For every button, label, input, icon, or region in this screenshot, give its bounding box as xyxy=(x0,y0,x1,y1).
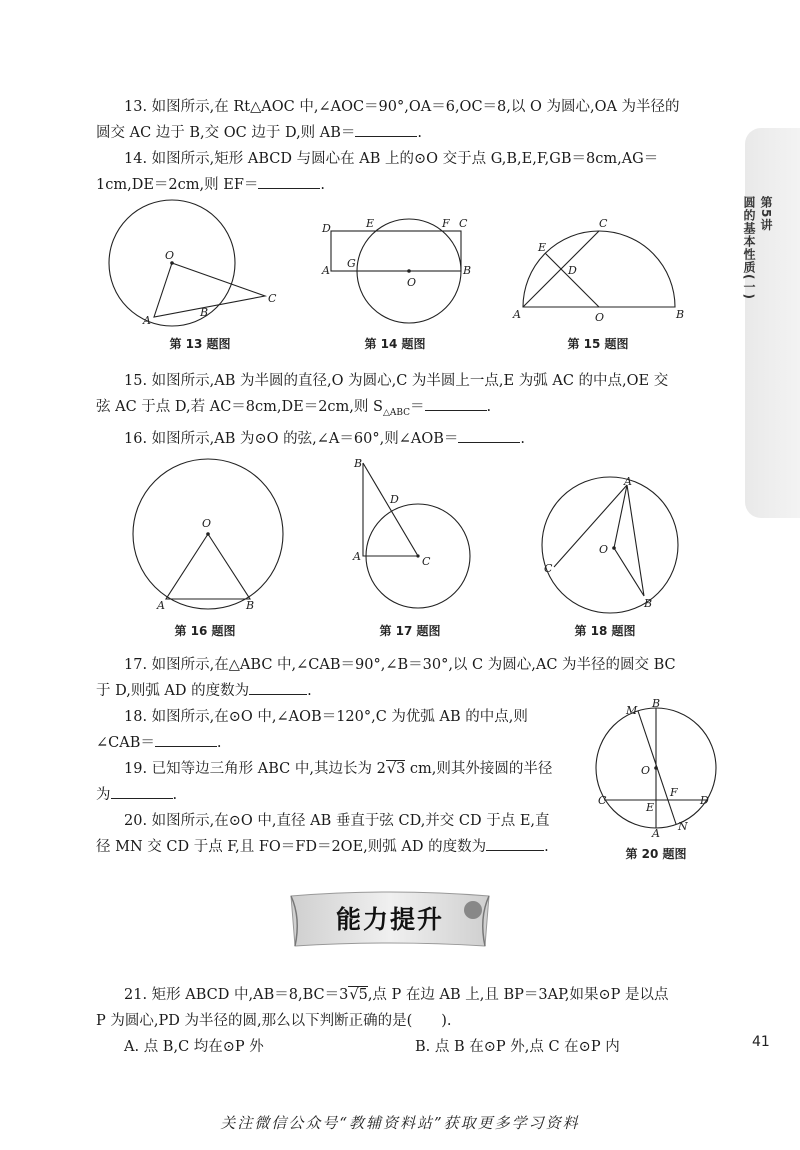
q18-line1: 18. 如图所示,在⊙O 中,∠AOB＝120°,C 为优弧 AB 的中点,则 xyxy=(124,709,528,725)
answer-blank[interactable] xyxy=(425,395,487,411)
q16-line1: 16. 如图所示,AB 为⊙O 的弦,∠A＝60°,则∠AOB＝ xyxy=(124,430,459,447)
option-a[interactable]: A. 点 B,C 均在⊙P 外 xyxy=(124,1039,264,1055)
figure-20-diagram xyxy=(598,697,718,840)
label-F: F xyxy=(442,217,450,230)
question-21 xyxy=(96,982,694,1034)
q19-line1a: 19. 已知等边三角形 ABC 中,其边长为 2 xyxy=(124,761,386,777)
caption-14: 第 14 题图 xyxy=(364,337,426,351)
q19-sqrt-value: 3 xyxy=(396,761,406,777)
q17-end: . xyxy=(307,683,312,699)
label-A: A xyxy=(513,308,521,321)
answer-blank[interactable] xyxy=(458,427,520,443)
caption-18: 第 18 题图 xyxy=(574,624,636,638)
figure-18-diagram xyxy=(540,475,680,615)
figure-14 xyxy=(318,212,478,306)
answer-blank[interactable] xyxy=(355,121,417,137)
topic-label: 圆的基本性质(一) xyxy=(742,196,756,300)
q19-line2: 为 xyxy=(96,787,111,803)
label-O: O xyxy=(202,517,212,530)
label-O: O xyxy=(641,764,651,777)
q16-end: . xyxy=(520,430,525,447)
q17-line1: 17. 如图所示,在△ABC 中,∠CAB＝90°,∠B＝30°,以 C 为圆心,AC 为半径的圆交 BC xyxy=(124,657,676,673)
q15-subscript: △ABC xyxy=(382,407,411,418)
label-B: B xyxy=(652,697,661,710)
figure-13 xyxy=(110,210,290,334)
label-G: G xyxy=(347,257,356,270)
caption-17: 第 17 题图 xyxy=(379,624,441,638)
answer-blank[interactable] xyxy=(155,731,217,747)
lecture-label: 第5讲 xyxy=(759,196,773,232)
label-B: B xyxy=(676,308,685,321)
caption-15: 第 15 题图 xyxy=(567,337,629,351)
figure-20 xyxy=(598,697,718,844)
q13-line2: 圆交 AC 边于 B,交 OC 边于 D,则 AB＝ xyxy=(96,125,356,141)
q15-line1: 15. 如图所示,AB 为半圆的直径,O 为圆心,C 为半圆上一点,E 为弧 AC 的中点,OE 交 xyxy=(124,373,669,389)
option-b[interactable]: B. 点 B 在⊙P 外,点 C 在⊙P 内 xyxy=(415,1039,620,1055)
q21-line1a: 21. 矩形 ABCD 中,AB＝8,BC＝3 xyxy=(124,987,349,1003)
question-17 xyxy=(96,652,694,704)
figure-13-diagram xyxy=(110,210,290,330)
label-O: O xyxy=(165,249,175,262)
q15-end: . xyxy=(486,399,492,415)
q19-line1b: cm,则其外接圆的半径 xyxy=(405,761,553,777)
q18-end: . xyxy=(216,735,222,751)
label-C: C xyxy=(599,217,608,230)
q15-equals: ＝ xyxy=(410,399,425,415)
label-E: E xyxy=(646,801,655,814)
caption-13: 第 13 题图 xyxy=(169,337,231,351)
q21-line2: P 为圆心,PD 为半径的圆,那么以下判断正确的是( ). xyxy=(96,1013,452,1029)
figure-18 xyxy=(540,475,680,619)
q20-line1: 20. 如图所示,在⊙O 中,直径 AB 垂直于弦 CD,并交 CD 于点 E,直 xyxy=(124,813,550,829)
label-B: B xyxy=(354,457,363,470)
label-C: C xyxy=(598,794,607,807)
label-N: N xyxy=(678,820,688,833)
question-18-20 xyxy=(96,704,592,860)
figure-17 xyxy=(348,455,478,619)
chapter-side-tab-text xyxy=(742,196,775,300)
q18-line2: ∠CAB＝ xyxy=(96,735,155,751)
q20-line2: 径 MN 交 CD 于点 F,且 FO＝FD＝2OE,则弧 AD 的度数为 xyxy=(96,839,487,855)
question-13 xyxy=(96,94,694,198)
label-C: C xyxy=(422,555,431,568)
q15-line2: 弦 AC 于点 D,若 AC＝8cm,DE＝2cm,则 S xyxy=(96,399,383,415)
figure-15-diagram xyxy=(508,215,688,325)
page-number: 41 xyxy=(752,1034,770,1050)
q20-end: . xyxy=(544,839,549,855)
label-B: B xyxy=(200,306,209,319)
label-A: A xyxy=(652,827,660,840)
q21-sqrt: √5 xyxy=(349,987,368,1003)
label-C: C xyxy=(544,562,553,575)
figure-14-diagram xyxy=(318,212,478,302)
answer-blank[interactable] xyxy=(249,679,307,695)
footer-note: 关注微信公众号“教辅资料站”获取更多学习资料 xyxy=(220,1114,580,1132)
q17-line2: 于 D,则弧 AD 的度数为 xyxy=(96,683,250,699)
q21-line1b: ,点 P 在边 AB 上,且 BP＝3AP,如果⊙P 是以点 xyxy=(367,987,669,1003)
label-A: A xyxy=(143,314,151,327)
label-O: O xyxy=(599,543,609,556)
q19-sqrt: √3 xyxy=(386,761,406,777)
caption-16: 第 16 题图 xyxy=(174,624,236,638)
label-B: B xyxy=(644,597,653,610)
label-M: M xyxy=(626,704,638,717)
label-A: A xyxy=(322,264,330,277)
q21-sqrt-value: 5 xyxy=(358,987,368,1003)
figure-17-diagram xyxy=(348,455,478,615)
question-15 xyxy=(96,368,694,452)
label-D: D xyxy=(390,493,399,506)
label-C: C xyxy=(459,217,468,230)
label-B: B xyxy=(463,264,472,277)
label-O: O xyxy=(595,311,605,324)
answer-blank[interactable] xyxy=(111,783,173,799)
figure-16-diagram xyxy=(130,458,290,618)
q13-end: . xyxy=(417,125,423,141)
label-D: D xyxy=(322,222,331,235)
chapter-side-tab xyxy=(745,128,800,518)
answer-blank[interactable] xyxy=(258,173,320,189)
section-title: 能力提升 xyxy=(335,905,444,934)
figure-16 xyxy=(130,458,290,622)
q14-line2: 1cm,DE＝2cm,则 EF＝ xyxy=(96,177,259,193)
label-B: B xyxy=(246,599,255,612)
label-A: A xyxy=(157,599,165,612)
label-D: D xyxy=(568,264,577,277)
caption-20: 第 20 题图 xyxy=(625,847,687,861)
q13-line1: 13. 如图所示,在 Rt△AOC 中,∠AOC＝90°,OA＝6,OC＝8,以 O 为圆心,OA 为半径的 xyxy=(124,99,680,115)
label-F: F xyxy=(670,786,678,799)
answer-blank[interactable] xyxy=(486,835,544,851)
label-D: D xyxy=(700,794,709,807)
q14-line1: 14. 如图所示,矩形 ABCD 与圆心在 AB 上的⊙O 交于点 G,B,E,F,GB＝8cm,AG＝ xyxy=(124,151,659,167)
q14-end: . xyxy=(320,177,325,193)
label-A: A xyxy=(624,475,632,488)
label-E: E xyxy=(366,217,375,230)
q19-end: . xyxy=(172,787,178,803)
label-E: E xyxy=(538,241,547,254)
label-C: C xyxy=(268,292,277,305)
label-A: A xyxy=(353,550,361,563)
figure-15 xyxy=(508,215,688,329)
label-O: O xyxy=(407,276,417,289)
